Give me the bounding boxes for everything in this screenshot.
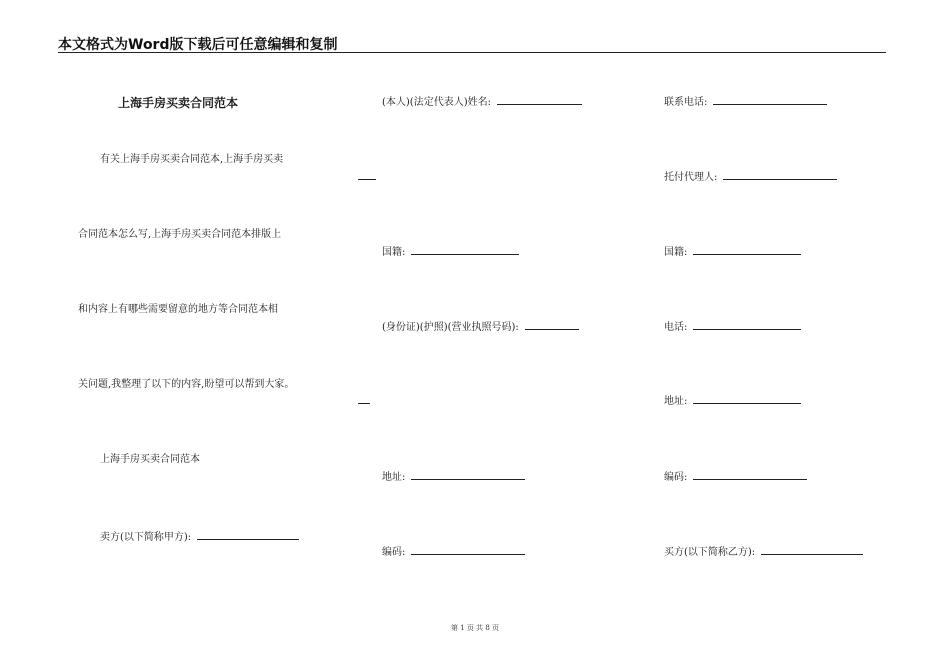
continuation-line-2 [358, 403, 370, 404]
section-subtitle: 上海手房买卖合同范本 [100, 454, 200, 465]
agent-label: 托付代理人: [664, 172, 718, 183]
name-field [382, 94, 582, 109]
name-label: (本人)(法定代表人)姓名: [382, 97, 491, 108]
header-divider [58, 52, 886, 53]
intro-line-4: 关问题,我整理了以下的内容,盼望可以帮到大家。 [78, 379, 295, 390]
nationality-field-1 [382, 244, 519, 259]
postcode-label-1: 编码: [382, 547, 406, 558]
seller-label: 卖方(以下简称甲方): [100, 532, 192, 543]
tel-label: 电话: [664, 322, 688, 333]
phone-label: 联系电话: [664, 97, 708, 108]
id-field [382, 319, 579, 334]
intro-line-3: 和内容上有哪些需要留意的地方等合同范本相 [78, 304, 278, 315]
continuation-line-1 [358, 179, 376, 180]
address-field-1 [382, 469, 525, 484]
document-title: 上海手房买卖合同范本 [118, 96, 239, 110]
address-label-1: 地址: [382, 472, 406, 483]
buyer-blank-line [761, 544, 863, 555]
postcode-field-1 [382, 544, 525, 559]
document-header-title: 本文格式为Word版下载后可任意编辑和复制 [58, 37, 338, 53]
seller-blank-line [197, 529, 299, 540]
postcode-blank-line-2 [693, 469, 807, 480]
intro-line-2: 合同范本怎么写,上海手房买卖合同范本排版上 [78, 229, 282, 240]
agent-blank-line [723, 169, 837, 180]
nationality-label-1: 国籍: [382, 247, 406, 258]
postcode-blank-line-1 [411, 544, 525, 555]
id-label: (身份证)(护照)(营业执照号码): [382, 322, 519, 333]
tel-blank-line [693, 319, 801, 330]
nationality-blank-line-1 [411, 244, 519, 255]
address-field-2 [664, 393, 801, 408]
tel-field [664, 319, 801, 334]
buyer-label: 买方(以下简称乙方): [664, 547, 756, 558]
name-blank-line [497, 94, 582, 105]
nationality-label-2: 国籍: [664, 247, 688, 258]
nationality-blank-line-2 [693, 244, 801, 255]
intro-line-1: 有关上海手房买卖合同范本,上海手房买卖 [100, 154, 284, 165]
id-blank-line [525, 319, 579, 330]
address-blank-line-1 [411, 469, 525, 480]
buyer-field [664, 544, 863, 559]
page-number: 第 1 页 共 8 页 [450, 624, 500, 632]
postcode-field-2 [664, 469, 807, 484]
phone-field [664, 94, 827, 109]
nationality-field-2 [664, 244, 801, 259]
agent-field [664, 169, 837, 184]
phone-blank-line [713, 94, 827, 105]
postcode-label-2: 编码: [664, 472, 688, 483]
address-label-2: 地址: [664, 396, 688, 407]
seller-field [100, 529, 299, 544]
address-blank-line-2 [693, 393, 801, 404]
